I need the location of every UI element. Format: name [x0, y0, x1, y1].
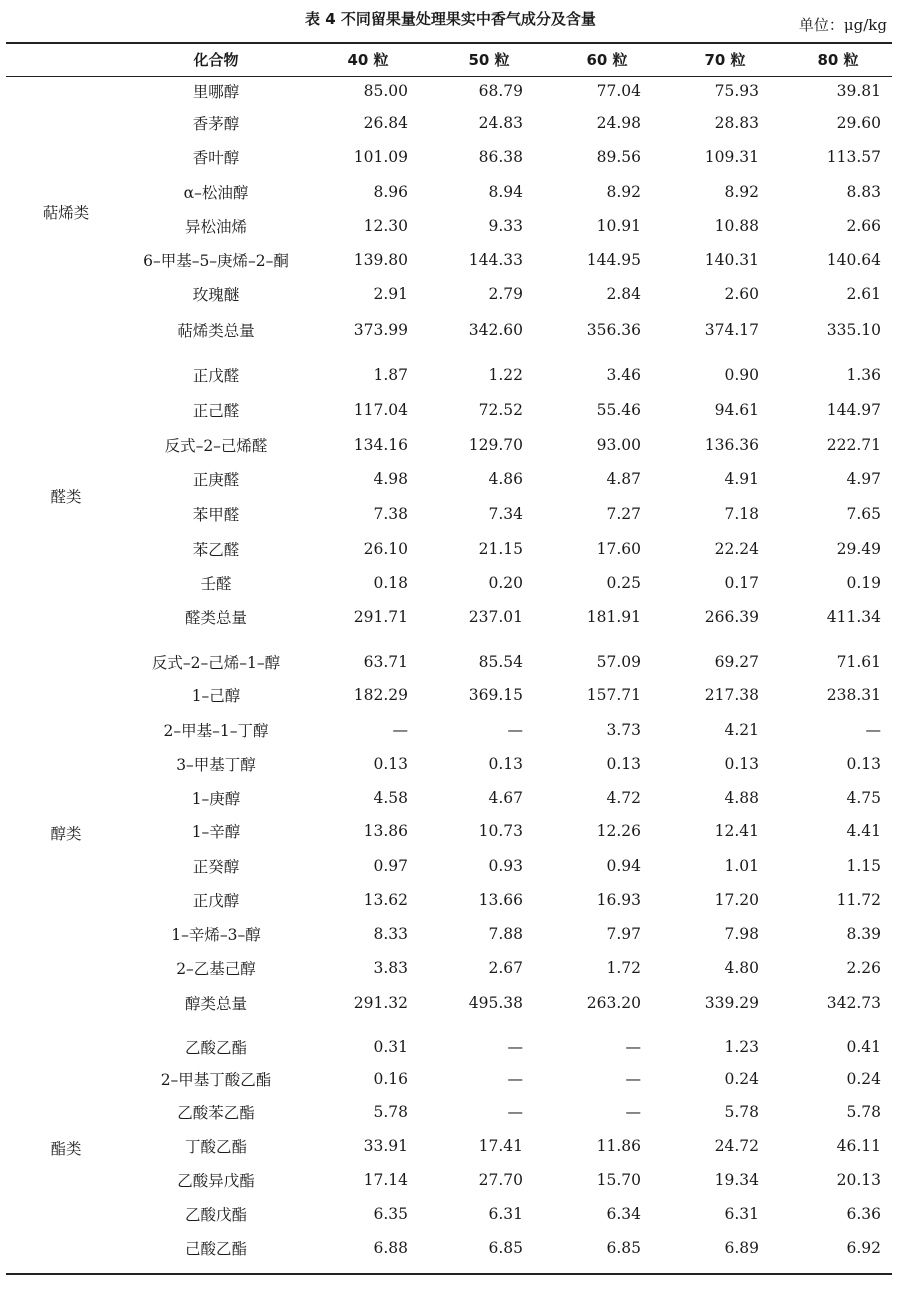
value-cell: 10.88	[714, 217, 759, 235]
value-cell: 182.29	[353, 686, 408, 704]
spacer-cell	[6, 349, 892, 358]
value-cell: 6.31	[488, 1205, 523, 1223]
value-cell: 26.84	[363, 114, 408, 132]
table-row	[6, 985, 892, 1021]
value-cell: 1.23	[724, 1038, 759, 1056]
table-row	[6, 814, 892, 848]
value-cell: 8.96	[373, 183, 408, 201]
value-cell: 1.87	[373, 366, 408, 384]
value-cell: 0.16	[373, 1070, 408, 1088]
value-cell: 0.97	[373, 856, 408, 875]
value-cell: 0.93	[488, 856, 523, 875]
table-caption: 表 4 不同留果量处理果实中香气成分及含量	[305, 10, 596, 28]
table-row	[6, 532, 892, 566]
value-cell: 10.91	[596, 217, 641, 235]
value-cell: 7.18	[724, 505, 759, 523]
value-cell: 339.29	[704, 994, 759, 1012]
table-row	[6, 496, 892, 532]
value-cell: 77.04	[596, 82, 641, 100]
value-cell: 356.36	[586, 321, 641, 339]
value-cell: 7.38	[373, 505, 408, 523]
value-cell: 335.10	[826, 321, 881, 339]
compound-cell: 苯乙醛	[192, 541, 240, 559]
value-cell: 217.38	[704, 686, 759, 704]
value-cell: 0.31	[373, 1038, 408, 1056]
compound-cell: 玫瑰醚	[192, 286, 240, 304]
value-cell: 0.90	[724, 366, 759, 384]
value-cell: 9.33	[488, 217, 523, 235]
value-cell: 22.24	[714, 540, 759, 558]
header-40: 40 粒	[347, 50, 389, 69]
compound-cell: 正己醛	[192, 402, 240, 420]
value-cell: 4.80	[724, 959, 759, 977]
value-cell: 140.64	[826, 251, 881, 269]
value-cell: 26.10	[363, 540, 408, 558]
compound-cell: 正戊醛	[192, 367, 240, 385]
value-cell: 68.79	[478, 82, 523, 100]
value-cell: 7.88	[488, 925, 523, 943]
value-cell: 28.83	[714, 114, 759, 132]
value-cell: 1.15	[846, 856, 881, 875]
table-row	[6, 848, 892, 883]
value-cell: 140.31	[704, 251, 759, 269]
value-cell: 20.13	[836, 1171, 881, 1189]
table-row	[6, 1031, 892, 1063]
value-cell: 57.09	[596, 652, 641, 671]
value-cell: 6.31	[724, 1205, 759, 1223]
value-cell: 17.60	[596, 540, 641, 558]
value-cell: 24.98	[596, 114, 641, 132]
value-cell: 109.31	[704, 148, 759, 166]
value-cell: —	[507, 1070, 523, 1088]
value-cell: 17.14	[363, 1171, 408, 1189]
value-cell: 7.34	[488, 505, 523, 523]
header-50: 50 粒	[468, 50, 510, 69]
table-row	[6, 566, 892, 600]
value-cell: 85.00	[363, 82, 408, 100]
value-cell: 0.13	[488, 755, 523, 773]
value-cell: 1.22	[488, 366, 523, 384]
header-80: 80 粒	[817, 50, 859, 69]
value-cell: 55.46	[596, 401, 641, 419]
value-cell: 0.41	[846, 1038, 881, 1056]
value-cell: 2.66	[846, 217, 881, 235]
compound-cell: 1–己醇	[191, 687, 241, 705]
value-cell: 4.21	[724, 720, 759, 739]
value-cell: 6.35	[373, 1205, 408, 1223]
table-row	[6, 462, 892, 496]
value-cell: 266.39	[704, 608, 759, 626]
value-cell: 6.89	[724, 1239, 759, 1257]
compound-cell: 1–庚醇	[191, 789, 241, 808]
value-cell: 6.85	[606, 1239, 641, 1257]
value-cell: 4.97	[846, 470, 881, 488]
compound-cell: 正庚醛	[192, 471, 240, 489]
value-cell: 8.92	[606, 183, 641, 201]
value-cell: 7.65	[846, 505, 881, 523]
table-row	[6, 1063, 892, 1095]
value-cell: 17.20	[714, 891, 759, 909]
compound-cell: 正癸醇	[192, 857, 240, 876]
table-row	[6, 917, 892, 951]
value-cell: 24.72	[714, 1137, 759, 1155]
value-cell: 13.86	[363, 822, 408, 840]
group-spacer	[6, 349, 892, 358]
value-cell: 11.72	[836, 891, 881, 909]
value-cell: 222.71	[826, 436, 881, 454]
value-cell: 0.25	[606, 574, 641, 592]
compound-cell: 乙酸乙酯	[184, 1039, 247, 1057]
value-cell: —	[507, 1038, 523, 1056]
value-cell: 5.78	[846, 1103, 881, 1121]
value-cell: 46.11	[836, 1137, 881, 1155]
value-cell: 94.61	[714, 401, 759, 419]
compound-cell: 反式–2–己烯–1–醇	[151, 653, 281, 672]
value-cell: 2.84	[606, 285, 641, 303]
value-cell: 89.56	[596, 148, 641, 166]
compound-cell: 香茅醇	[192, 115, 240, 133]
value-cell: 374.17	[704, 321, 759, 339]
group-label: 醛类	[50, 488, 82, 506]
header-compound: 化合物	[193, 50, 239, 69]
value-cell: 86.38	[478, 148, 523, 166]
value-cell: 63.71	[363, 652, 408, 671]
compound-cell: 乙酸异戊酯	[177, 1172, 255, 1190]
value-cell: 0.13	[373, 755, 408, 773]
value-cell: 4.91	[724, 470, 759, 488]
compound-cell: 萜烯类总量	[177, 322, 255, 340]
value-cell: 8.39	[846, 925, 881, 943]
table-row	[6, 883, 892, 917]
value-cell: 71.61	[836, 652, 881, 671]
group-label: 萜烯类	[42, 204, 90, 222]
value-cell: 7.97	[606, 925, 641, 943]
value-cell: 12.26	[596, 822, 641, 840]
value-cell: 17.41	[478, 1137, 523, 1155]
header-70: 70 粒	[704, 50, 746, 69]
table-row	[6, 175, 892, 209]
value-cell: 238.31	[826, 686, 881, 704]
compound-cell: 2–甲基丁酸乙酯	[160, 1071, 272, 1089]
value-cell: 2.91	[373, 285, 408, 303]
compound-cell: 2–甲基–1–丁醇	[163, 721, 269, 740]
value-cell: 75.93	[714, 82, 759, 100]
group-spacer	[6, 634, 892, 645]
value-cell: 373.99	[353, 321, 408, 339]
value-cell: 33.91	[363, 1137, 408, 1155]
value-cell: 7.27	[606, 505, 641, 523]
compound-cell: 6–甲基–5–庚烯–2–酮	[143, 252, 289, 270]
table-row	[6, 358, 892, 392]
table-row	[6, 645, 892, 678]
table-body	[6, 75, 892, 1265]
value-cell: 4.58	[373, 788, 408, 807]
value-cell: 6.92	[846, 1239, 881, 1257]
value-cell: 134.16	[353, 436, 408, 454]
compound-cell: 正戊醇	[192, 892, 240, 910]
value-cell: 4.75	[846, 788, 881, 807]
value-cell: 1.01	[724, 856, 759, 875]
value-cell: 0.13	[606, 755, 641, 773]
compound-cell: 反式–2–己烯醛	[164, 437, 268, 455]
table-row	[6, 712, 892, 747]
compound-cell: 己酸乙酯	[184, 1240, 247, 1258]
value-cell: 4.67	[488, 788, 523, 807]
table-row	[6, 277, 892, 311]
value-cell: 0.13	[724, 755, 759, 773]
value-cell: 11.86	[596, 1137, 641, 1155]
compound-cell: 3–甲基丁醇	[176, 756, 256, 774]
table-row	[6, 1231, 892, 1265]
value-cell: 4.72	[606, 788, 641, 807]
group-label: 酯类	[50, 1140, 82, 1158]
value-cell: —	[392, 720, 408, 739]
table-row	[6, 678, 892, 712]
table-row	[6, 392, 892, 428]
value-cell: 411.34	[826, 608, 881, 626]
value-cell: 6.88	[373, 1239, 408, 1257]
value-cell: 113.57	[826, 148, 881, 166]
compound-cell: 醇类总量	[184, 995, 247, 1013]
value-cell: 6.36	[846, 1205, 881, 1223]
table-row	[6, 600, 892, 634]
value-cell: —	[625, 1070, 641, 1088]
value-cell: 93.00	[596, 436, 641, 454]
value-cell: 0.24	[724, 1070, 759, 1088]
value-cell: 29.49	[836, 540, 881, 558]
value-cell: 291.71	[353, 608, 408, 626]
compound-cell: 乙酸苯乙酯	[177, 1104, 255, 1122]
compound-cell: 丁酸乙酯	[184, 1138, 247, 1156]
group-spacer	[6, 1021, 892, 1031]
value-cell: 4.86	[488, 470, 523, 488]
value-cell: 101.09	[353, 148, 408, 166]
value-cell: 117.04	[353, 401, 408, 419]
group-label: 醇类	[50, 825, 82, 843]
compound-cell: 1–辛醇	[191, 823, 241, 841]
compound-cell: 里哪醇	[192, 83, 240, 101]
compound-cell: 壬醛	[200, 575, 232, 593]
value-cell: 2.61	[846, 285, 881, 303]
value-cell: 181.91	[586, 608, 641, 626]
value-cell: 8.33	[373, 925, 408, 943]
value-cell: 4.41	[846, 822, 881, 840]
value-cell: 342.73	[826, 994, 881, 1012]
value-cell: 8.94	[488, 183, 523, 201]
value-cell: 237.01	[468, 608, 523, 626]
value-cell: 2.67	[488, 959, 523, 977]
value-cell: 291.32	[353, 994, 408, 1012]
value-cell: 29.60	[836, 114, 881, 132]
value-cell: 4.88	[724, 788, 759, 807]
unit-label: 单位：μg/kg	[798, 16, 887, 34]
value-cell: —	[865, 720, 881, 739]
value-cell: 0.17	[724, 574, 759, 592]
compound-cell: 醛类总量	[184, 609, 247, 627]
bottom-rule	[6, 1273, 892, 1275]
value-cell: 2.26	[846, 959, 881, 977]
table-row	[6, 1197, 892, 1231]
value-cell: 7.98	[724, 925, 759, 943]
spacer-cell	[6, 634, 892, 645]
table-header-row	[6, 43, 892, 75]
compound-cell: 乙酸戊酯	[184, 1206, 247, 1224]
compound-cell: 异松油烯	[184, 218, 247, 236]
spacer-cell	[6, 1021, 892, 1031]
value-cell: —	[625, 1103, 641, 1121]
value-cell: 0.24	[846, 1070, 881, 1088]
table-row	[6, 951, 892, 985]
value-cell: 16.93	[596, 891, 641, 909]
value-cell: 129.70	[468, 436, 523, 454]
value-cell: 2.79	[488, 285, 523, 303]
table-row	[6, 75, 892, 107]
value-cell: 12.30	[363, 217, 408, 235]
value-cell: 139.80	[353, 251, 408, 269]
compound-cell: α–松油醇	[183, 184, 249, 202]
value-cell: 8.92	[724, 183, 759, 201]
value-cell: 85.54	[478, 652, 523, 671]
value-cell: 10.73	[478, 822, 523, 840]
header-spacer	[6, 43, 126, 75]
value-cell: 72.52	[478, 401, 523, 419]
value-cell: 15.70	[596, 1171, 641, 1189]
value-cell: 369.15	[468, 686, 523, 704]
value-cell: 4.98	[373, 470, 408, 488]
value-cell: —	[507, 1103, 523, 1121]
table-row	[6, 1129, 892, 1163]
table-row	[6, 311, 892, 349]
value-cell: 0.18	[373, 574, 408, 592]
value-cell: 27.70	[478, 1171, 523, 1189]
value-cell: 144.95	[586, 251, 641, 269]
compound-cell: 香叶醇	[192, 149, 240, 167]
value-cell: 4.87	[606, 470, 641, 488]
table-row	[6, 243, 892, 277]
value-cell: 3.46	[606, 366, 641, 384]
value-cell: 144.97	[826, 401, 881, 419]
value-cell: 3.83	[373, 959, 408, 977]
value-cell: 0.19	[846, 574, 881, 592]
value-cell: —	[625, 1038, 641, 1056]
value-cell: 6.34	[606, 1205, 641, 1223]
table-row	[6, 428, 892, 462]
header-60: 60 粒	[586, 50, 628, 69]
value-cell: 342.60	[468, 321, 523, 339]
value-cell: 263.20	[586, 994, 641, 1012]
compound-cell: 苯甲醛	[192, 506, 240, 524]
value-cell: 3.73	[606, 720, 641, 739]
value-cell: 69.27	[714, 652, 759, 671]
value-cell: 0.94	[606, 856, 641, 875]
table-row	[6, 747, 892, 781]
value-cell: 21.15	[478, 540, 523, 558]
value-cell: 5.78	[373, 1103, 408, 1121]
value-cell: 136.36	[704, 436, 759, 454]
value-cell: 6.85	[488, 1239, 523, 1257]
table-row	[6, 1095, 892, 1129]
aroma-table	[6, 43, 892, 1265]
value-cell: 24.83	[478, 114, 523, 132]
value-cell: 157.71	[586, 686, 641, 704]
value-cell: 0.13	[846, 755, 881, 773]
value-cell: 12.41	[714, 822, 759, 840]
value-cell: 1.72	[606, 959, 641, 977]
value-cell: 0.20	[488, 574, 523, 592]
value-cell: 2.60	[724, 285, 759, 303]
value-cell: 8.83	[846, 183, 881, 201]
table-row	[6, 781, 892, 814]
value-cell: —	[507, 720, 523, 739]
value-cell: 144.33	[468, 251, 523, 269]
value-cell: 19.34	[714, 1171, 759, 1189]
value-cell: 1.36	[846, 366, 881, 384]
table-row	[6, 1163, 892, 1197]
value-cell: 495.38	[468, 994, 523, 1012]
table-row	[6, 139, 892, 175]
value-cell: 13.62	[363, 891, 408, 909]
table-row	[6, 107, 892, 139]
value-cell: 13.66	[478, 891, 523, 909]
value-cell: 39.81	[836, 82, 881, 100]
compound-cell: 1–辛烯–3–醇	[171, 926, 261, 944]
compound-cell: 2–乙基己醇	[176, 960, 256, 978]
value-cell: 5.78	[724, 1103, 759, 1121]
table-row	[6, 209, 892, 243]
